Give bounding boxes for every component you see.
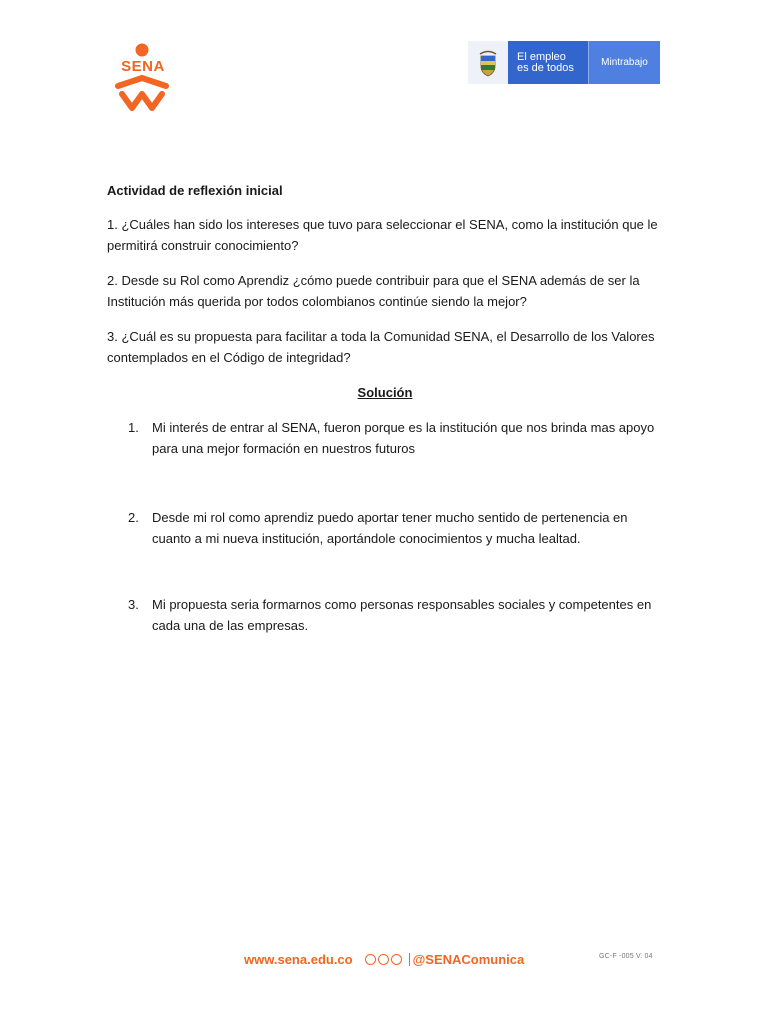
answer-item	[107, 507, 663, 549]
colombia-coat-of-arms-icon	[476, 48, 500, 78]
sena-logo-text: SENA	[121, 58, 165, 75]
question-2: 2. Desde su Rol como Aprendiz ¿cómo puede contribuir para que el SENA además de ser la Institución más querida por todos colombianos continúe siendo la mejor?	[107, 273, 640, 309]
banner-slogan-line2: es de todos	[517, 62, 574, 74]
banner-ministry: Mintrabajo	[588, 41, 660, 84]
banner-slogan-line1: El empleo	[517, 51, 566, 63]
answer-number: 1.	[128, 420, 139, 435]
question-1: 1. ¿Cuáles han sido los intereses que tuvo para seleccionar el SENA, como la institución que le permitirá construir conocimiento?	[107, 217, 658, 253]
banner-slogan	[508, 41, 588, 84]
footer-website-link[interactable]: www.sena.edu.co	[244, 951, 353, 967]
mintrabajo-banner	[468, 41, 660, 84]
document-code: GC-F -005 V. 04	[599, 953, 653, 960]
solution-title: Solución	[357, 385, 413, 400]
answer-text: Desde mi rol como aprendiz puedo aportar tener mucho sentido de pertenencia en cuanto a mi nueva institución, aportándole conocimientos y mucha lealtad.	[152, 510, 628, 546]
social-icons	[365, 954, 404, 965]
instagram-icon[interactable]	[391, 954, 402, 965]
sena-logo-icon	[104, 42, 180, 112]
answer-text: Mi interés de entrar al SENA, fueron porque es la institución que nos brinda mas apoyo para una mejor formación en nuestros futuros	[152, 420, 655, 456]
answer-number: 2.	[128, 510, 139, 525]
answer-text: Mi propuesta seria formarnos como personas responsables sociales y competentes en cada una de las empresas.	[152, 597, 652, 633]
answer-item	[107, 417, 663, 459]
document-content	[107, 180, 663, 636]
facebook-icon[interactable]	[378, 954, 389, 965]
footer-handle[interactable]: @SENAComunica	[412, 951, 525, 967]
answer-item	[107, 594, 663, 636]
answer-number: 3.	[128, 597, 139, 612]
twitter-icon[interactable]	[365, 954, 376, 965]
coat-of-arms-box	[468, 41, 508, 84]
question-3: 3. ¿Cuál es su propuesta para facilitar a toda la Comunidad SENA, el Desarrollo de los Valores contemplados en el Código de integridad?	[107, 329, 655, 365]
document-title: Actividad de reflexión inicial	[107, 183, 283, 198]
sena-logo	[104, 42, 180, 112]
footer-separator	[409, 953, 410, 966]
footer	[244, 949, 524, 969]
answers-list	[107, 417, 663, 636]
